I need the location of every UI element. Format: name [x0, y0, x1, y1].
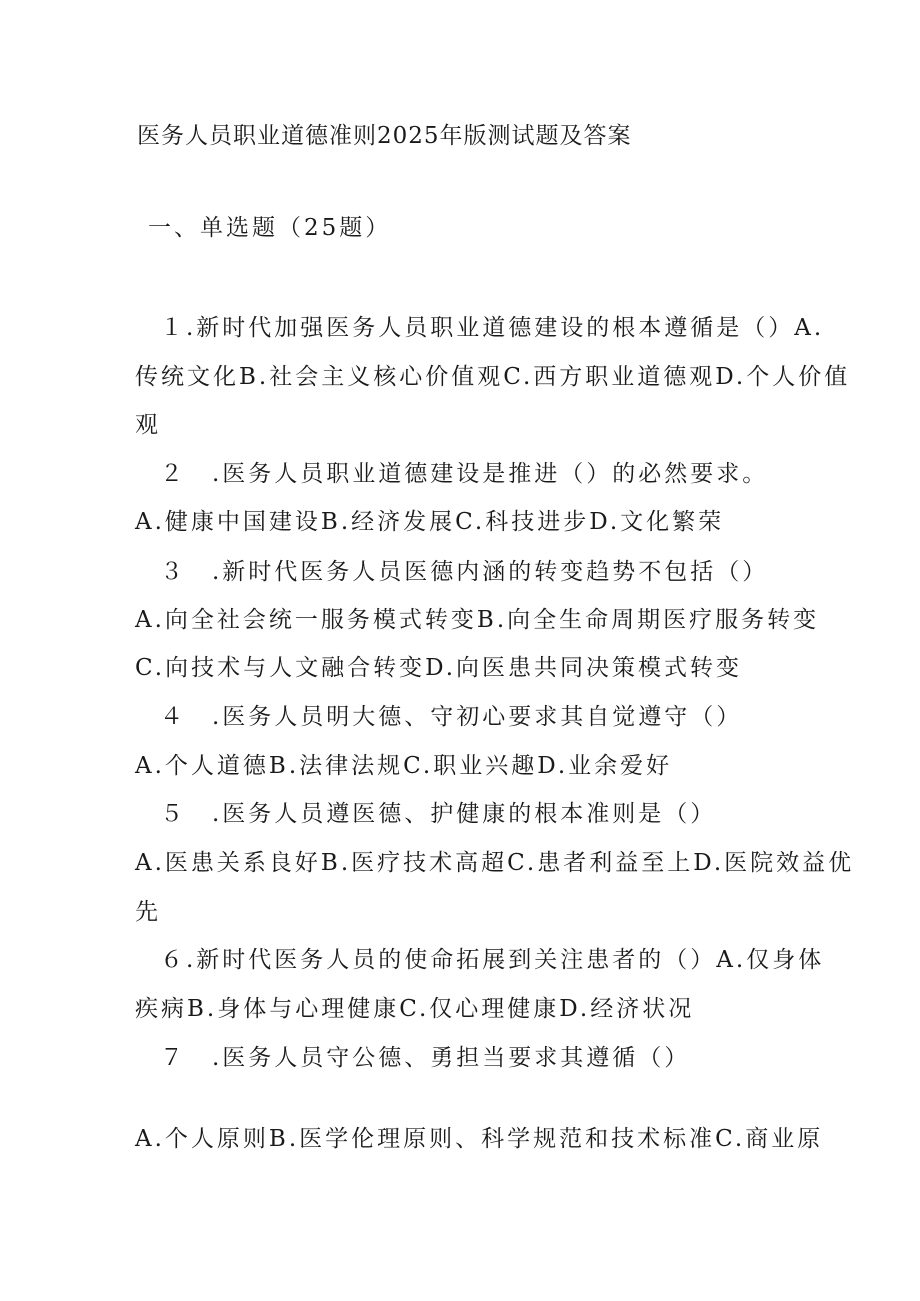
question-7-options-line-1: A.个人原则B.医学伦理原则、科学规范和技术标准C.商业原 — [135, 1126, 824, 1152]
question-2-stem: ２ .医务人员职业道德建设是推进（）的必然要求。 — [160, 461, 769, 487]
question-1-line-2: 传统文化B.社会主义核心价值观C.西方职业道德观D.个人价值 — [135, 364, 851, 390]
question-7-stem: ７ .医务人员守公德、勇担当要求其遵循（） — [160, 1045, 691, 1071]
question-3-options-line-2: C.向技术与人文融合转变D.向医患共同决策模式转变 — [135, 655, 743, 681]
question-5-stem: ５ .医务人员遵医德、护健康的根本准则是（） — [160, 801, 717, 827]
question-6-line-2: 疾病B.身体与心理健康C.仅心理健康D.经济状况 — [135, 996, 695, 1022]
question-3-options-line-1: A.向全社会统一服务模式转变B.向全生命周期医疗服务转变 — [135, 607, 820, 633]
question-1-line-3: 观 — [135, 412, 161, 438]
question-3-stem: ３ .新时代医务人员医德内涵的转变趋势不包括（） — [160, 559, 769, 585]
document-title: 医务人员职业道德准则2025年版测试题及答案 — [137, 123, 632, 149]
question-2-options: A.健康中国建设B.经济发展C.科技进步D.文化繁荣 — [135, 509, 725, 535]
question-6-line-1: ６.新时代医务人员的使命拓展到关注患者的（）A.仅身体 — [160, 947, 825, 973]
question-5-options-line-2: 先 — [135, 899, 161, 925]
question-1-line-1: １.新时代加强医务人员职业道德建设的根本遵循是（）A. — [160, 315, 825, 341]
question-4-options: A.个人道德B.法律法规C.职业兴趣D.业余爱好 — [135, 753, 673, 779]
question-4-stem: ４ .医务人员明大德、守初心要求其自觉遵守（） — [160, 704, 743, 730]
section-heading: 一、单选题（25题） — [148, 215, 392, 241]
question-5-options-line-1: A.医患关系良好B.医疗技术高超C.患者利益至上D.医院效益优 — [135, 850, 855, 876]
